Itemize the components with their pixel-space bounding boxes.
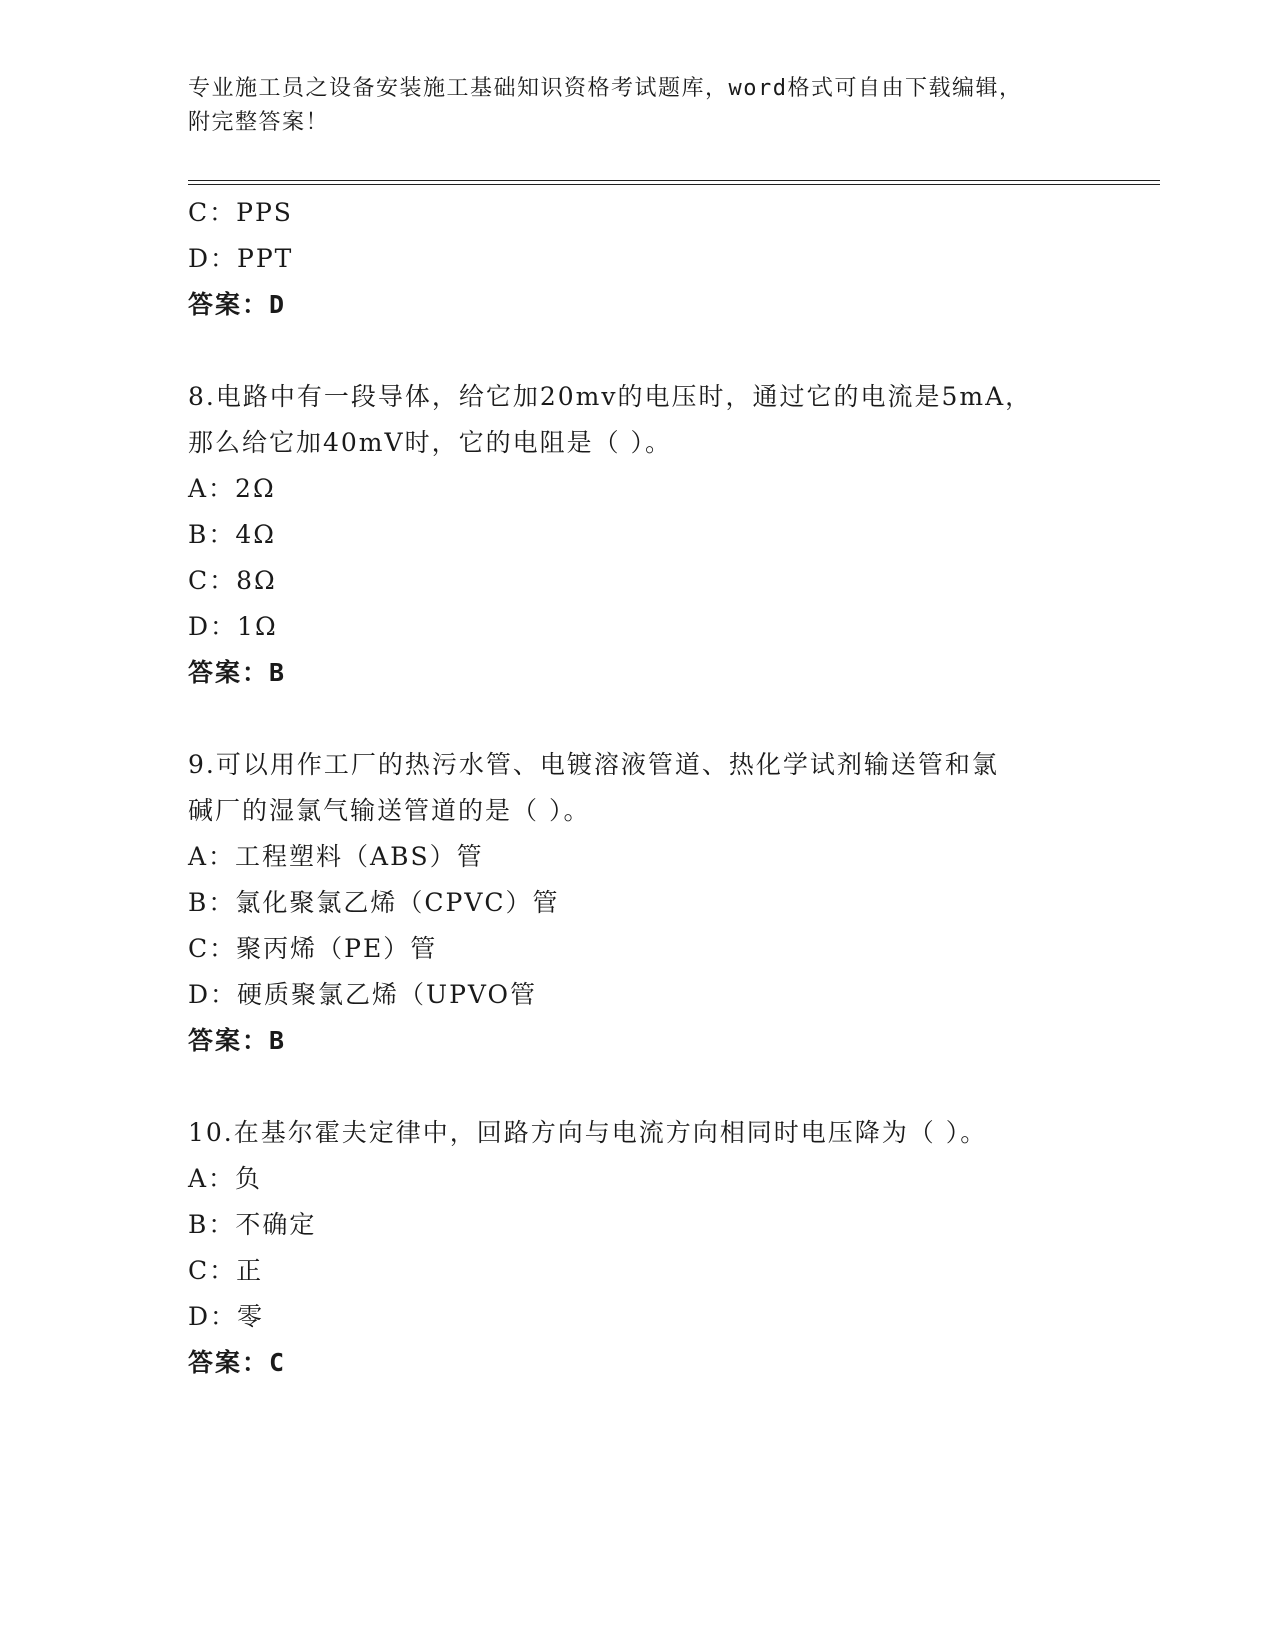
option-a: A：工程塑料（ABS）管 — [188, 842, 484, 871]
spacer — [188, 696, 1088, 742]
option-b: B：4Ω — [188, 520, 277, 549]
question-list — [188, 190, 1088, 1386]
question-stem-line-1: 9.可以用作工厂的热污水管、电镀溶液管道、热化学试剂输送管和氯 — [188, 750, 999, 779]
question-stem-line-1: 10.在基尔霍夫定律中，回路方向与电流方向相同时电压降为（ ）。 — [188, 1118, 988, 1147]
option-d: D：1Ω — [188, 612, 278, 641]
option-b: B：氯化聚氯乙烯（CPVC）管 — [188, 888, 560, 917]
answer-line: 答案：C — [188, 1348, 287, 1377]
header-title-line-2: 附完整答案！ — [188, 110, 330, 135]
answer-line: 答案：B — [188, 658, 287, 687]
question-stem-line-2: 碱厂的湿氯气输送管道的是（ ）。 — [188, 796, 591, 825]
answer-line: 答案：B — [188, 1026, 287, 1055]
question-8 — [188, 374, 1088, 696]
option-c: C：8Ω — [188, 566, 277, 595]
option-a: A：负 — [188, 1164, 263, 1193]
option-a: A：2Ω — [188, 474, 276, 503]
answer-line: 答案：D — [188, 290, 287, 319]
spacer — [188, 328, 1088, 374]
option-d: D：PPT — [188, 244, 294, 273]
option-c: C：PPS — [188, 198, 293, 227]
spacer — [188, 1064, 1088, 1110]
question-7-partial — [188, 190, 1088, 328]
question-stem-line-2: 那么给它加40mV时，它的电阻是（ ）。 — [188, 428, 673, 457]
header-divider-bottom — [188, 184, 1160, 185]
question-10 — [188, 1110, 1088, 1386]
option-c: C：正 — [188, 1256, 264, 1285]
document-header — [188, 72, 1088, 140]
option-b: B：不确定 — [188, 1210, 317, 1239]
option-d: D：硬质聚氯乙烯（UPVO管 — [188, 980, 538, 1009]
question-stem-line-1: 8.电路中有一段导体，给它加20mv的电压时，通过它的电流是5mA， — [188, 382, 1033, 411]
header-divider-top — [188, 180, 1160, 181]
option-c: C：聚丙烯（PE）管 — [188, 934, 438, 963]
header-title-line-1: 专业施工员之设备安装施工基础知识资格考试题库，word格式可自由下载编辑， — [188, 76, 1023, 101]
question-9 — [188, 742, 1088, 1064]
option-d: D：零 — [188, 1302, 265, 1331]
